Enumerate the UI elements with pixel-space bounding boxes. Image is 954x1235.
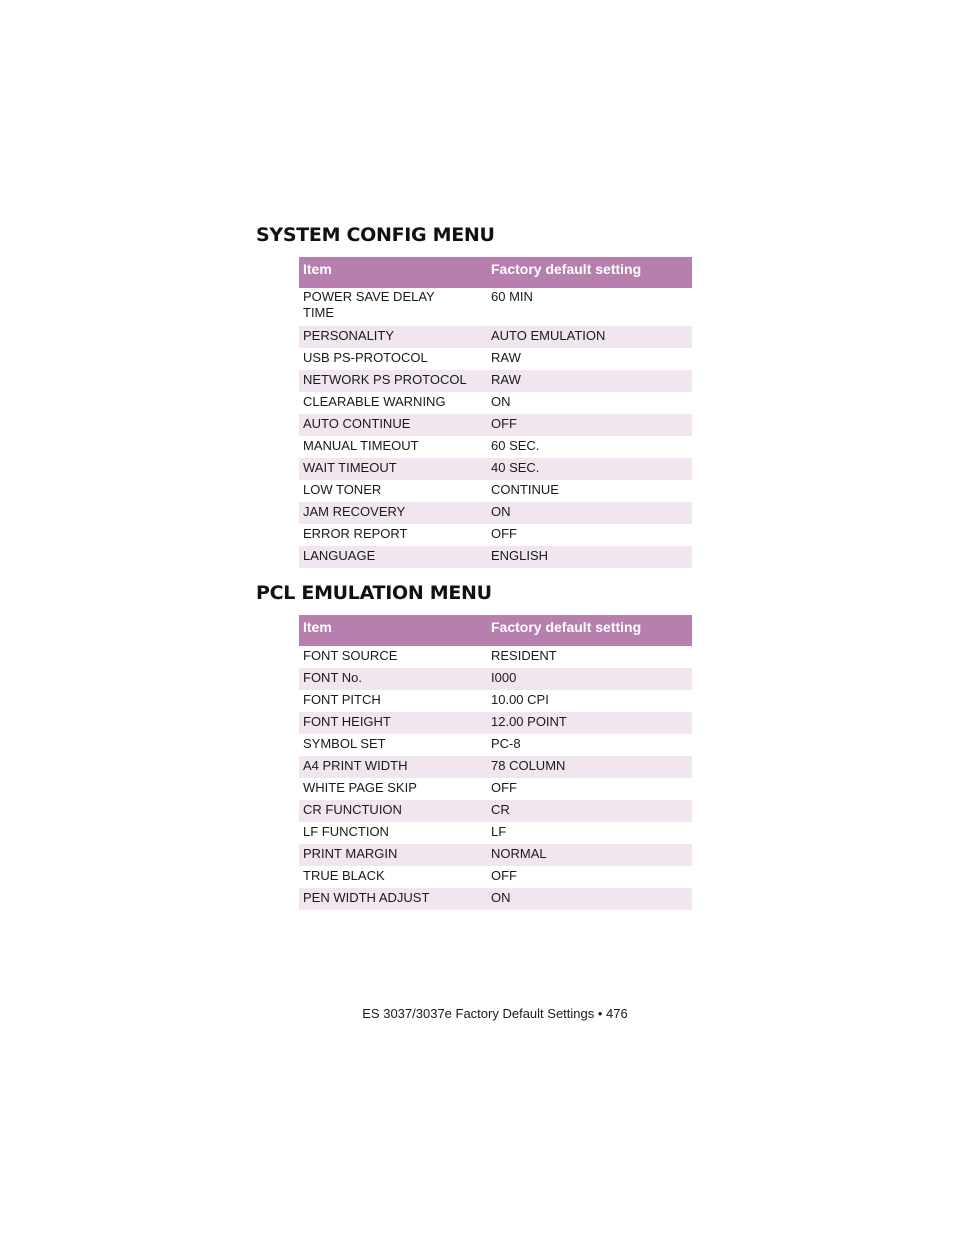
- table-row: [299, 690, 692, 712]
- table-row: [299, 348, 692, 370]
- item-cell: TRUE BLACK: [303, 868, 385, 883]
- item-cell: MANUAL TIMEOUT: [303, 438, 419, 453]
- default-value-cell: RESIDENT: [491, 648, 557, 663]
- item-cell: USB PS-PROTOCOL: [303, 350, 428, 365]
- default-value-cell: 60 SEC.: [491, 438, 540, 453]
- item-cell: POWER SAVE DELAY TIME: [303, 289, 435, 320]
- table-row: [299, 546, 692, 568]
- table-header-row: [299, 257, 692, 288]
- table-row: [299, 844, 692, 866]
- column-header-item: Item: [299, 615, 487, 646]
- item-cell: WHITE PAGE SKIP: [303, 780, 417, 795]
- default-value-cell: 78 COLUMN: [487, 756, 692, 778]
- table-row: [299, 888, 692, 910]
- item-cell: PEN WIDTH ADJUST: [299, 888, 487, 910]
- default-value-cell: LF: [491, 824, 507, 839]
- table-row: [299, 458, 692, 480]
- table-header-row: [299, 615, 692, 646]
- default-value-cell: OFF: [491, 526, 517, 541]
- item-cell: CR FUNCTUION: [299, 800, 487, 822]
- table-body: [299, 288, 692, 568]
- table-row: [299, 502, 692, 524]
- table-row: [299, 288, 692, 326]
- item-cell: SYMBOL SET: [303, 736, 386, 751]
- default-value-cell: ON: [491, 394, 511, 409]
- system-config-table: [299, 257, 692, 568]
- default-value-cell: CONTINUE: [491, 482, 559, 497]
- item-cell: PRINT MARGIN: [299, 844, 487, 866]
- item-cell: CLEARABLE WARNING: [303, 394, 446, 409]
- item-cell: LANGUAGE: [299, 546, 487, 568]
- default-value-cell: ENGLISH: [487, 546, 692, 568]
- item-cell: WAIT TIMEOUT: [299, 458, 487, 480]
- table-row: [299, 756, 692, 778]
- section-title-system-config: SYSTEM CONFIG MENU: [256, 224, 495, 246]
- default-value-cell: PC-8: [491, 736, 521, 751]
- item-cell: JAM RECOVERY: [299, 502, 487, 524]
- table-row: [299, 734, 692, 756]
- default-value-cell: 60 MIN: [491, 289, 533, 304]
- table-row: [299, 524, 692, 546]
- column-header-default: Factory default setting: [487, 615, 692, 646]
- column-header-default: Factory default setting: [487, 257, 692, 288]
- page-footer: ES 3037/3037e Factory Default Settings • 476: [362, 1006, 628, 1021]
- item-cell: PERSONALITY: [299, 326, 487, 348]
- default-value-cell: ON: [487, 888, 692, 910]
- item-cell: A4 PRINT WIDTH: [299, 756, 487, 778]
- table-row: [299, 646, 692, 668]
- item-cell: FONT No.: [299, 668, 487, 690]
- table-row: [299, 370, 692, 392]
- item-cell: NETWORK PS PROTOCOL: [299, 370, 487, 392]
- table-row: [299, 800, 692, 822]
- table-row: [299, 822, 692, 844]
- default-value-cell: 40 SEC.: [487, 458, 692, 480]
- table-row: [299, 480, 692, 502]
- item-cell: AUTO CONTINUE: [299, 414, 487, 436]
- table-body: [299, 646, 692, 910]
- default-value-cell: 10.00 CPI: [491, 692, 549, 707]
- table-row: [299, 436, 692, 458]
- table-row: [299, 414, 692, 436]
- item-cell: ERROR REPORT: [303, 526, 408, 541]
- item-cell: FONT SOURCE: [303, 648, 398, 663]
- item-cell: LF FUNCTION: [303, 824, 389, 839]
- table-row: [299, 392, 692, 414]
- table-row: [299, 668, 692, 690]
- default-value-cell: AUTO EMULATION: [487, 326, 692, 348]
- table-row: [299, 866, 692, 888]
- item-cell: LOW TONER: [303, 482, 382, 497]
- item-cell: FONT PITCH: [303, 692, 381, 707]
- section-title-pcl-emulation: PCL EMULATION MENU: [256, 582, 492, 604]
- pcl-emulation-table: [299, 615, 692, 910]
- default-value-cell: ON: [487, 502, 692, 524]
- default-value-cell: CR: [487, 800, 692, 822]
- table-row: [299, 326, 692, 348]
- default-value-cell: RAW: [491, 350, 521, 365]
- item-cell: FONT HEIGHT: [299, 712, 487, 734]
- table-row: [299, 778, 692, 800]
- default-value-cell: RAW: [487, 370, 692, 392]
- table-row: [299, 712, 692, 734]
- default-value-cell: 12.00 POINT: [487, 712, 692, 734]
- default-value-cell: I000: [487, 668, 692, 690]
- column-header-item: Item: [299, 257, 487, 288]
- default-value-cell: OFF: [491, 780, 517, 795]
- default-value-cell: NORMAL: [487, 844, 692, 866]
- default-value-cell: OFF: [487, 414, 692, 436]
- default-value-cell: OFF: [491, 868, 517, 883]
